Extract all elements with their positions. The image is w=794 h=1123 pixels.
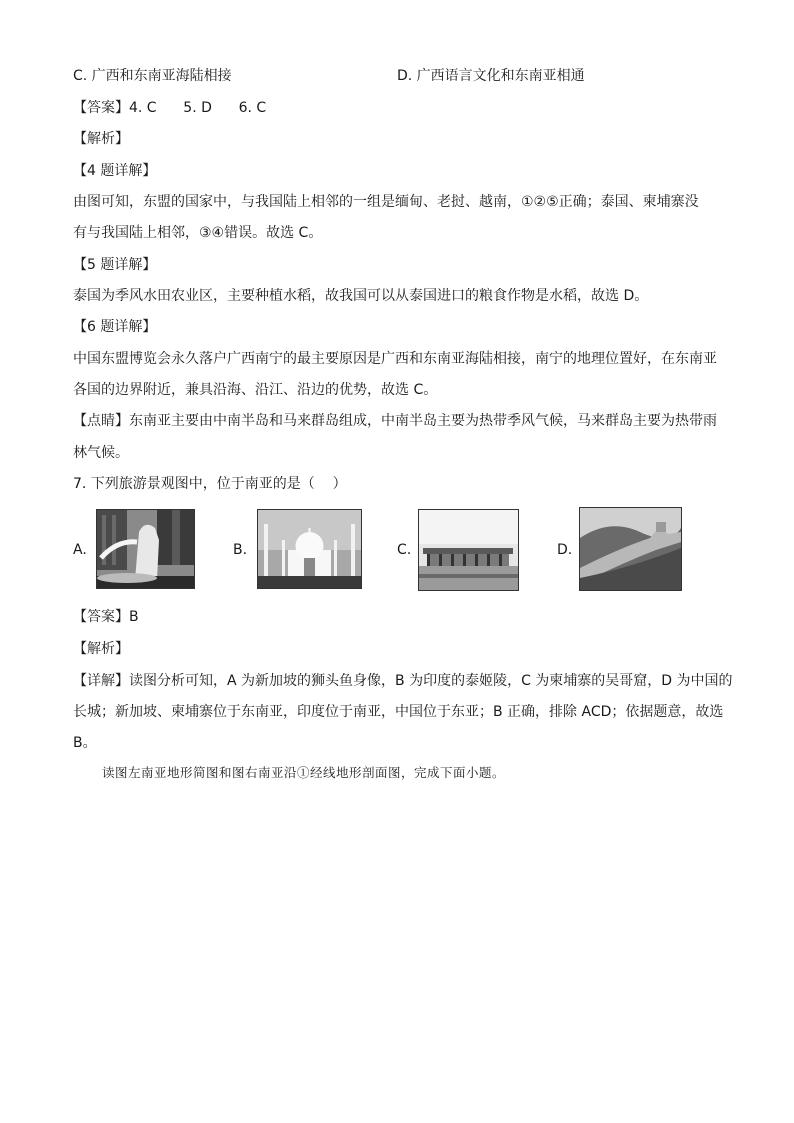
tip-line-2: 林气候。 xyxy=(73,445,129,461)
q7-analysis-heading: 【解析】 xyxy=(73,641,129,657)
q7-option-d-label: D. xyxy=(557,542,573,558)
q7-option-b-label: B. xyxy=(233,542,248,558)
q6-detail-heading: 【6 题详解】 xyxy=(73,319,157,335)
tip-line-1: 【点睛】东南亚主要由中南半岛和马来群岛组成，中南半岛主要为热带季风气候，马来群岛主要为热带雨 xyxy=(73,413,717,429)
q7-detail-line-2: 长城；新加坡、柬埔寨位于东南亚，印度位于南亚，中国位于东亚；B 正确，排除 ACD；依据题意，故选 xyxy=(73,704,724,720)
q6-detail-line-2: 各国的边界附近，兼具沿海、沿江、沿边的优势，故选 C。 xyxy=(73,382,438,398)
taj-mahal-photo-icon xyxy=(257,509,362,589)
q7-detail-line-1: 【详解】读图分析可知，A 为新加坡的狮头鱼身像，B 为印度的泰姬陵，C 为柬埔寨的吴哥窟，D 为中国的 xyxy=(73,673,733,689)
q7-detail-line-3: B。 xyxy=(73,735,97,751)
option-d-q6: D. 广西语言文化和东南亚相通 xyxy=(397,68,585,84)
q5-detail-line-1: 泰国为季风水田农业区，主要种植水稻，故我国可以从泰国进口的粮食作物是水稻，故选 D。 xyxy=(73,288,649,304)
option-c-q6: C. 广西和东南亚海陆相接 xyxy=(73,68,232,84)
q4-detail-line-2: 有与我国陆上相邻，③④错误。故选 C。 xyxy=(73,225,323,241)
merlion-photo-icon xyxy=(96,509,195,589)
q7-answer: 【答案】B xyxy=(73,609,139,625)
q7-option-c-label: C. xyxy=(397,542,412,558)
q4-detail-heading: 【4 题详解】 xyxy=(73,163,157,179)
q5-detail-heading: 【5 题详解】 xyxy=(73,257,157,273)
analysis-heading: 【解析】 xyxy=(73,131,129,147)
q6-detail-line-1: 中国东盟博览会永久落户广西南宁的最主要原因是广西和东南亚海陆相接，南宁的地理位置好，在东南亚 xyxy=(73,351,717,367)
angkor-wat-photo-icon xyxy=(418,509,519,591)
answer-line: 【答案】4. C 5. D 6. C xyxy=(73,100,267,116)
q7-option-a-label: A. xyxy=(73,542,87,558)
next-question-intro: 读图左南亚地形简图和图右南亚沿①经线地形剖面图，完成下面小题。 xyxy=(102,765,506,780)
q4-detail-line-1: 由图可知，东盟的国家中，与我国陆上相邻的一组是缅甸、老挝、越南，①②⑤正确；泰国、柬埔寨没 xyxy=(73,194,699,210)
q7-stem: 7. 下列旅游景观图中，位于南亚的是（ ） xyxy=(73,476,347,492)
great-wall-photo-icon xyxy=(579,507,682,591)
